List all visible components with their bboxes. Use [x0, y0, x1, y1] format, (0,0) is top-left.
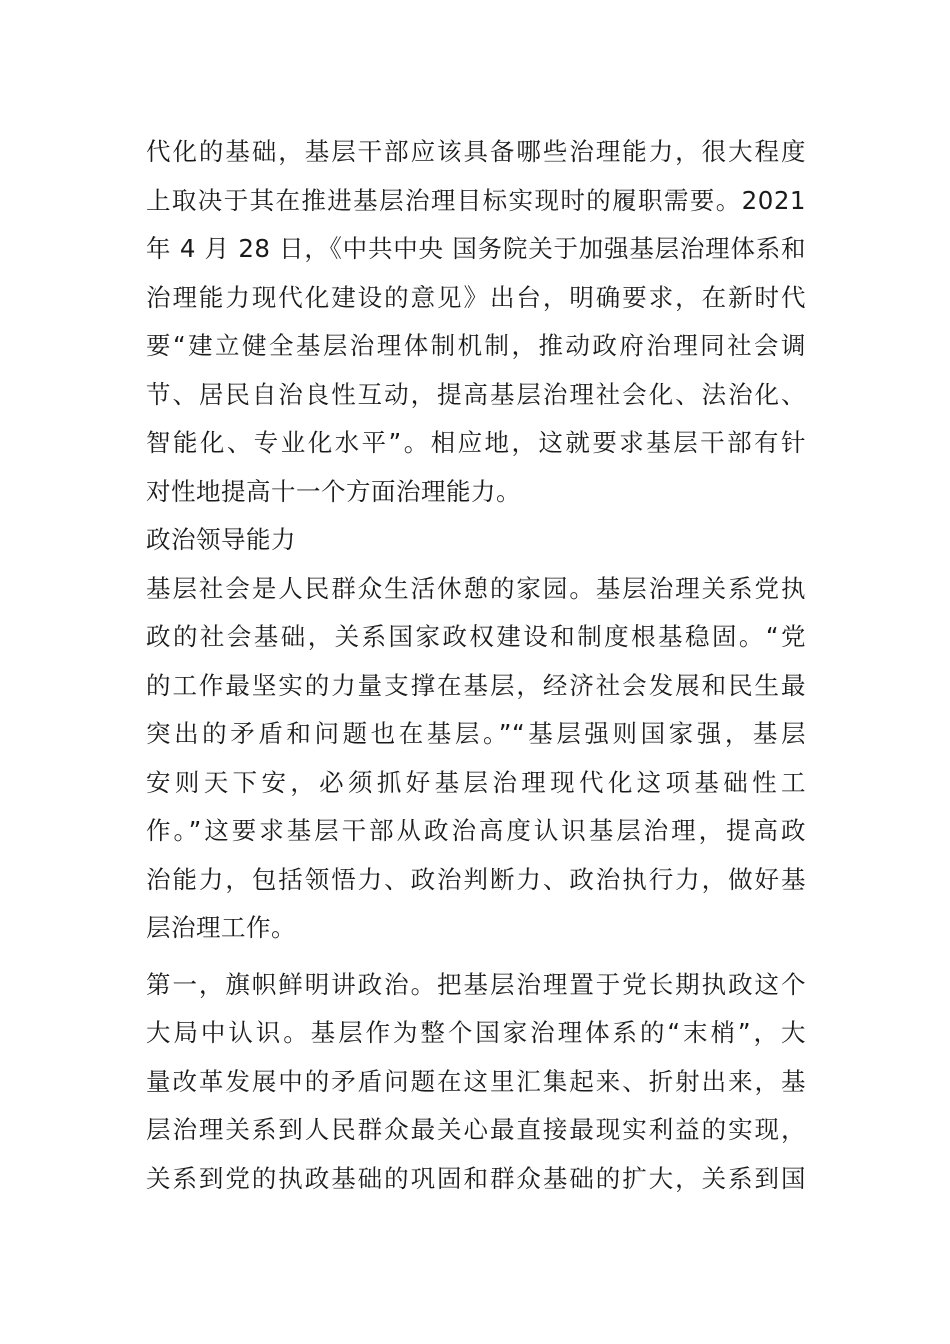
text-line: 层治理关系到人民群众最关心最直接最现实利益的实现， — [146, 1115, 806, 1144]
text-line: 安则天下安，必须抓好基层治理现代化这项基础性工 — [146, 767, 806, 797]
text-line: 大局中认识。基层作为整个国家治理体系的“末梢”，大 — [146, 1018, 806, 1047]
text-line: 第一，旗帜鲜明讲政治。把基层治理置于党长期执政这个 — [146, 969, 806, 999]
text-line: 代化的基础，基层干部应该具备哪些治理能力，很大程度 — [146, 137, 806, 166]
paragraph-intro — [146, 128, 806, 516]
document-body — [146, 128, 806, 1203]
text-line: 关系到党的执政基础的巩固和群众基础的扩大，关系到国 — [146, 1163, 806, 1193]
text-line: 治能力，包括领悟力、政治判断力、政治执行力，做好基 — [146, 864, 806, 894]
text-line: 的工作最坚实的力量支撑在基层，经济社会发展和民生最 — [146, 670, 806, 700]
text-line: 政的社会基础，关系国家政权建设和制度根基稳固。“党 — [146, 622, 806, 651]
text-line: 层治理工作。 — [146, 913, 296, 942]
section-heading: 政治领导能力 — [146, 525, 296, 554]
text-line: 要“建立健全基层治理体制机制，推动政府治理同社会调 — [146, 331, 806, 360]
paragraph-first — [146, 961, 806, 1204]
text-line: 基层社会是人民群众生活休憩的家园。基层治理关系党执 — [146, 573, 806, 603]
text-line: 量改革发展中的矛盾问题在这里汇集起来、折射出来，基 — [146, 1066, 806, 1096]
text-line: 年 4 月 28 日，《中共中央 国务院关于加强基层治理体系和 — [146, 234, 806, 263]
text-line: 智能化、专业化水平”。相应地，这就要求基层干部有针 — [146, 428, 806, 457]
text-line: 作。”这要求基层干部从政治高度认识基层治理，提高政 — [146, 816, 806, 845]
text-line: 上取决于其在推进基层治理目标实现时的履职需要。2021 — [146, 185, 806, 215]
text-line: 节、居民自治良性互动，提高基层治理社会化、法治化、 — [146, 379, 806, 409]
paragraph-political — [146, 565, 806, 953]
text-line: 突出的矛盾和问题也在基层。”“基层强则国家强，基层 — [146, 719, 806, 748]
text-line: 治理能力现代化建设的意见》出台，明确要求，在新时代 — [146, 282, 806, 312]
text-line: 对性地提高十一个方面治理能力。 — [146, 476, 521, 506]
